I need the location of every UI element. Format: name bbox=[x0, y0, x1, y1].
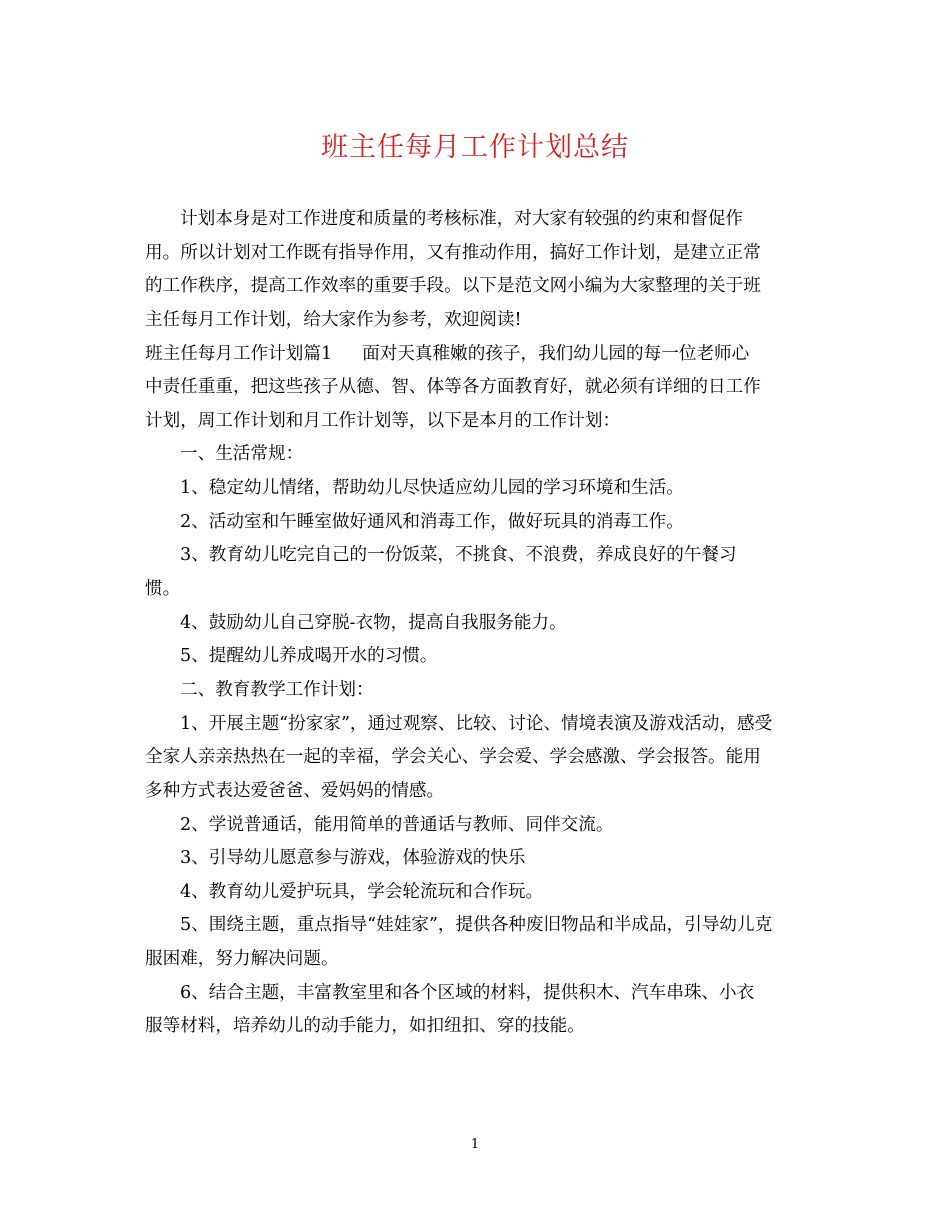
part2-item: 1、开展主题“扮家家”，通过观察、比较、讨论、情境表演及游戏活动，感受 bbox=[180, 713, 773, 734]
intro-line: 计划本身是对工作进度和质量的考核标准，对大家有较强的约束和督促作 bbox=[180, 209, 744, 229]
part1-item: 5、提醒幼儿养成喝开水的习惯。 bbox=[180, 646, 438, 667]
part2-item: 服困难，努力解决问题。 bbox=[145, 949, 339, 970]
part2-heading: 二、教育教学工作计划： bbox=[180, 679, 374, 700]
document-title: 班主任每月工作计划总结 bbox=[321, 132, 629, 163]
document-body bbox=[145, 203, 810, 1044]
page-number: 1 bbox=[470, 1137, 480, 1152]
part1-item: 3、教育幼儿吃完自己的一份饭菜，不挑食、不浪费，养成良好的午餐习 bbox=[180, 545, 737, 566]
intro-line: 主任每月工作计划，给大家作为参考，欢迎阅读! bbox=[145, 309, 522, 330]
part2-item: 多种方式表达爱爸爸、爱妈妈的情感。 bbox=[145, 780, 445, 801]
part2-item: 服等材料，培养幼儿的动手能力，如扣纽扣、穿的技能。 bbox=[145, 1016, 585, 1037]
section-heading: 班主任每月工作计划篇1 bbox=[145, 343, 333, 364]
part2-item: 3、引导幼儿愿意参与游戏，体验游戏的快乐 bbox=[180, 848, 526, 869]
intro-line: 的工作秩序，提高工作效率的重要手段。以下是范文网小编为大家整理的关于班 bbox=[145, 276, 761, 297]
part1-item: 4、鼓励幼儿自己穿脱-衣物，提高自我服务能力。 bbox=[180, 612, 567, 633]
part2-item: 5、围绕主题，重点指导“娃娃家”，提供各种废旧物品和半成品，引导幼儿克 bbox=[180, 915, 773, 936]
part2-item: 2、学说普通话，能用简单的普通话与教师、同伴交流。 bbox=[180, 814, 614, 835]
part2-item: 4、教育幼儿爱护玩具，学会轮流玩和合作玩。 bbox=[180, 881, 544, 902]
section-text: 面对天真稚嫩的孩子，我们幼儿园的每一位老师心 bbox=[362, 343, 750, 364]
part1-item: 1、稳定幼儿情绪，帮助幼儿尽快适应幼儿园的学习环境和生活。 bbox=[180, 478, 684, 499]
section-line: 计划，周工作计划和月工作计划等，以下是本月的工作计划： bbox=[145, 410, 621, 431]
section-heading-line bbox=[145, 338, 810, 372]
part1-item: 惯。 bbox=[145, 579, 181, 600]
part2-item: 6、结合主题，丰富教室里和各个区域的材料，提供积木、汽车串珠、小衣 bbox=[180, 982, 755, 1003]
section-line: 中责任重重，把这些孩子从德、智、体等各方面教育好，就必须有详细的日工作 bbox=[145, 377, 761, 398]
part1-heading: 一、生活常规： bbox=[180, 444, 304, 465]
part1-item: 2、活动室和午睡室做好通风和消毒工作，做好玩具的消毒工作。 bbox=[180, 511, 684, 532]
part2-item: 全家人亲亲热热在一起的幸福，学会关心、学会爱、学会感激、学会报答。能用 bbox=[145, 747, 761, 768]
intro-line: 用。所以计划对工作既有指导作用，又有推动作用，搞好工作计划，是建立正常 bbox=[145, 242, 761, 263]
